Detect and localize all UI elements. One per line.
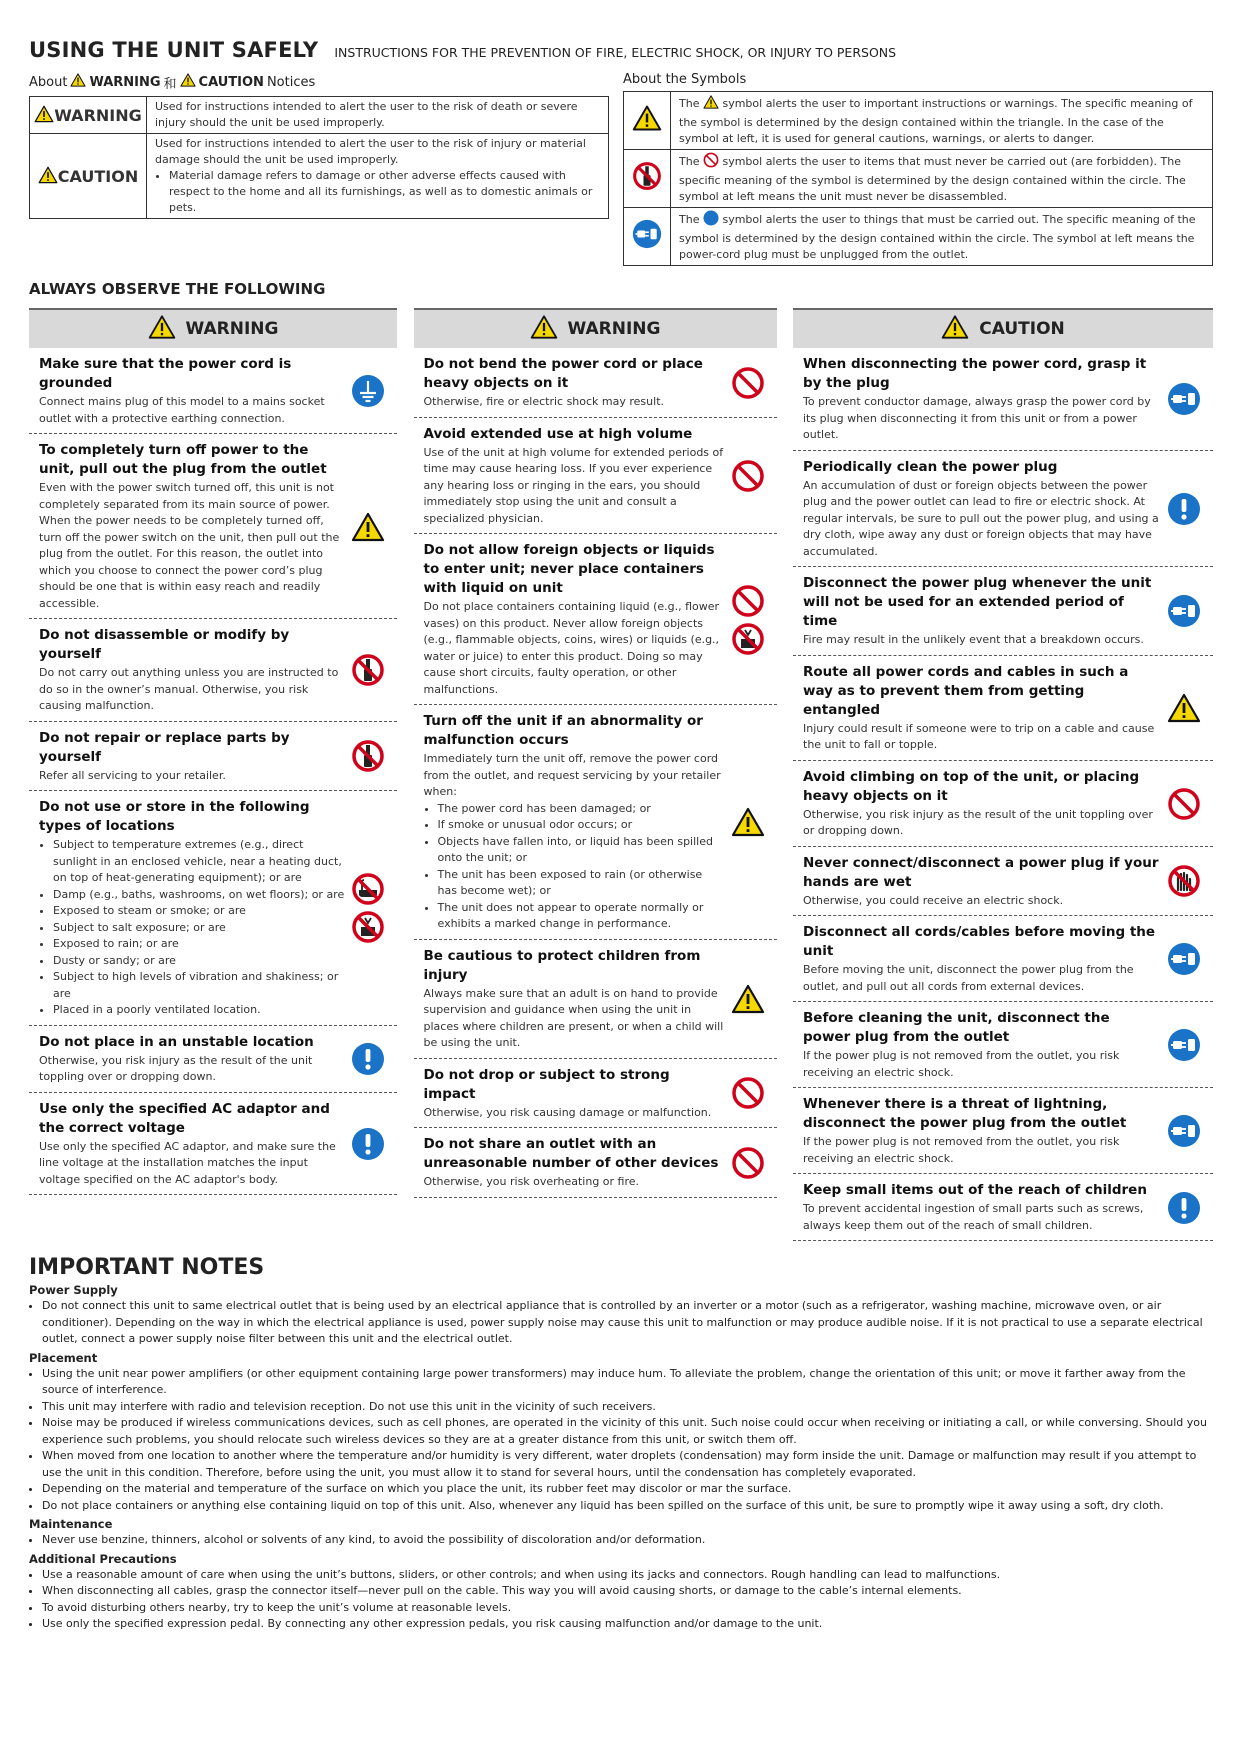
precaution-item [793,916,1213,1002]
symbol-description [671,150,1213,208]
page [29,38,1213,1633]
precaution-item [793,761,1213,847]
precaution-title: To completely turn off power to the unit, pull out the plug from the outlet [39,442,327,477]
precaution-item [29,348,397,434]
precaution-body [803,478,1161,561]
notes-list [29,1366,1213,1515]
ground-icon [351,374,385,408]
caution-word: CAUTION [198,74,264,90]
column-header-label: WARNING [567,319,661,339]
warning-icon [180,72,196,92]
precaution-body [39,480,345,612]
precaution-bullet: • Exposed to steam or smoke; or are [53,903,345,920]
symbol-cell [624,150,671,208]
no-bath-icon [351,872,385,906]
precaution-item [793,1088,1213,1174]
symbols-table [623,91,1213,266]
precaution-icons [1161,1114,1207,1148]
legends [29,72,1213,266]
precaution-text [803,1095,1161,1167]
precaution-bullet: • Subject to high levels of vibration and shakiness; or are [53,969,345,1002]
caution-label-cell [30,134,147,219]
unplug-icon [1167,1028,1201,1062]
precaution-title: Do not disassemble or modify by yourself [39,627,290,662]
warning-icon [632,123,662,136]
precaution-body [803,394,1161,444]
caution-row [30,134,609,219]
prohibited-icon [731,1146,765,1180]
precaution-title: Do not drop or subject to strong impact [423,1066,670,1102]
column-warning-2 [414,308,777,1241]
symbol-cell [624,92,671,150]
precaution-icons [345,872,391,944]
prohibited-icon [731,1076,765,1110]
precaution-text [424,541,725,698]
precaution-item [29,1026,397,1093]
precaution-bullet: • If smoke or unusual odor occurs; or [438,817,725,834]
and-word: 和 [163,76,177,92]
precaution-body [424,1105,725,1122]
precaution-columns [29,308,1213,1241]
precaution-title: Disconnect the power plug whenever the unit will not be used for an extended period of time [803,575,1152,629]
notes-item: • Use only the specified expression pedal. By connecting any other expression pedals, you risk causing malfunction and/or damage to the unit. [42,1616,1213,1633]
precaution-text [424,1066,725,1122]
warning-icon [70,72,86,92]
precaution-description: Otherwise, fire or electric shock may result. [423,395,665,408]
precaution-text [39,1100,345,1189]
precaution-description: Before moving the unit, disconnect the power plug from the outlet, and pull out all cords from external devices. [803,963,1134,993]
caution-label: CAUTION [57,166,139,186]
precaution-bullet: • The unit has been exposed to rain (or otherwise has become wet); or [438,867,725,900]
precaution-icons [725,584,771,656]
precaution-title: Do not repair or replace parts by yourself [39,729,290,765]
notes-item: • Using the unit near power amplifiers (or other equipment containing large power transformers) may induce hum. To alleviate the problem, change the orientation of this unit; or move it farther away from the source of interference. [42,1366,1213,1399]
symbols-legend [623,72,1213,266]
notes-list [29,1298,1213,1348]
notes-item: • Depending on the material and temperature of the surface on which you place the unit, its rubber feet may discolor or mar the surface. [42,1481,1213,1498]
precaution-text [803,355,1161,444]
notes-item: • When moved from one location to another where the temperature and/or humidity is very different, water droplets (condensation) may form inside the unit. Damage or malfunction may result if you attempt to use the unit in this condition. Therefore, before using the unit, you must allow it to stand for several hours, until the condensation has completely evaporated. [42,1448,1213,1481]
precaution-text [39,626,345,715]
precaution-icons [345,1127,391,1161]
warning-icon [1167,691,1201,725]
notes-item: • Use a reasonable amount of care when using the unit’s buttons, sliders, or other controls; and when using its jacks and connectors. Rough handling can lead to malfunctions. [42,1567,1213,1584]
precaution-title: Disconnect all cords/cables before moving the unit [803,924,1156,959]
precaution-text [39,441,345,612]
precaution-description: Always make sure that an adult is on hand to provide supervision and guidance when using the unit in places where children are present, or when a child will be using the unit. [423,986,724,1049]
warning-icon [731,982,765,1016]
precaution-text [803,663,1161,754]
precaution-bullet: • Exposed to rain; or are [53,936,345,953]
symbol-row-prohibited [624,150,1213,208]
precaution-icons [1161,1028,1207,1062]
warning-icon [148,313,176,346]
column-header-label: CAUTION [979,319,1065,339]
unplug-icon [1167,942,1201,976]
precaution-description: Otherwise, you could receive an electric shock. [803,893,1064,907]
precaution-description: Otherwise, you risk causing damage or malfunction. [423,1105,712,1119]
warning-icon [351,510,385,544]
header [29,38,1213,62]
precaution-icons [345,1042,391,1076]
prohibited-icon [731,584,765,618]
precaution-item [793,847,1213,917]
warning-row [30,97,609,134]
precaution-icons [1161,594,1207,628]
precaution-title: Be cautious to protect children from injury [423,947,701,983]
precaution-description: Even with the power switch turned off, this unit is not completely separated from its main source of power. When the power needs to be completely turned off, turn off the power switch on the unit, then pull out the plug from the outlet. For this reason, the outlet into which you choose to connect the power cord’s plug should be one that is within easy reach and readily accessible. [39,481,340,610]
precaution-body [803,807,1161,840]
column-caution [793,308,1213,1241]
precaution-body [424,986,725,1052]
precaution-title: Periodically clean the power plug [803,458,1058,475]
notices-word: Notices [266,74,316,90]
precaution-icons [1161,691,1207,725]
precaution-body [803,1048,1161,1081]
precaution-icons [345,653,391,687]
precaution-title: Do not share an outlet with an unreasonable number of other devices [423,1136,719,1171]
precaution-icons [345,374,391,408]
precaution-icons [725,805,771,839]
precaution-description: Use only the specified AC adaptor, and make sure the line voltage at the installation matches the input voltage specified on the AC adaptor's body. [39,1139,336,1186]
notes-title: IMPORTANT NOTES [29,1255,265,1280]
precaution-bullet: • Subject to salt exposure; or are [53,920,345,937]
unplug-icon [1167,594,1201,628]
no-wet-hands-icon [1167,864,1201,898]
precaution-description: Refer all servicing to your retailer. [39,768,226,782]
precaution-title: Do not use or store in the following types of locations [39,799,310,834]
warning-word: WARNING [89,74,161,90]
warning-description: Used for instructions intended to alert the user to the risk of death or severe injury should the unit be used improperly. [147,97,609,134]
precaution-description: If the power plug is not removed from the outlet, you risk receiving an electric shock. [803,1135,1120,1165]
precaution-title: Do not place in an unstable location [39,1033,314,1050]
warning-icon [530,313,558,346]
precaution-title: Turn off the unit if an abnormality or malfunction occurs [423,713,703,748]
precaution-text [39,1033,345,1086]
caution-description [147,134,609,219]
precaution-description: If the power plug is not removed from the outlet, you risk receiving an electric shock. [803,1049,1120,1079]
notes-item: • Never use benzine, thinners, alcohol or solvents of any kind, to avoid the possibility of discoloration and/or deformation. [42,1532,1213,1549]
column-header [29,308,397,348]
prohibited-icon [1167,787,1201,821]
mandatory-icon [351,1127,385,1161]
precaution-text [424,712,725,933]
prohibited-icon [703,152,719,173]
precaution-description: Injury could result if someone were to trip on a cable and cause the unit to fall or topple. [803,721,1155,751]
symbol-text: symbol alerts the user to important instructions or warnings. The specific meaning of the symbol is determined by the design contained within the triangle. In the case of the symbol at left, it is used for general cautions, warnings, or alerts to danger. [679,97,1193,145]
precaution-title: Avoid climbing on top of the unit, or placing heavy objects on it [803,768,1140,804]
precaution-description: Do not carry out anything unless you are instructed to do so in the owner’s manual. Otherwise, you risk causing malfunction. [39,666,339,712]
precaution-item [29,434,397,619]
precaution-icons [345,739,391,773]
precaution-description: Immediately turn the unit off, remove the power cord from the outlet, and request servicing by your retailer when: [423,752,721,798]
symbol-cell [624,208,671,266]
precaution-description: Fire may result in the unlikely event that a breakdown occurs. [803,633,1144,646]
precaution-item [414,940,777,1059]
precaution-body [803,1134,1161,1167]
warning-label: WARNING [54,105,142,125]
mandatory-icon [1167,1191,1201,1225]
precaution-title: When disconnecting the power cord, grasp it by the plug [803,356,1147,391]
symbol-row-warning [624,92,1213,150]
precaution-body [424,599,725,698]
precaution-description: Do not place containers containing liquid (e.g., flower vases) on this product. Never allow foreign objects (e.g., flammable objects, coins, wires) or liquids (e.g., water or juice) to enter this product. Doing so may cause short circuits, faulty operation, or other malfunctions. [423,600,720,696]
precaution-text [803,458,1161,561]
notes-section-title: Additional Precautions [29,1551,177,1566]
precaution-item [414,1128,777,1198]
precaution-text [803,854,1161,910]
precaution-title: Do not allow foreign objects or liquids to enter unit; never place containers with liquid on unit [423,542,715,596]
warning-icon [731,805,765,839]
warning-icon [34,104,54,127]
caution-bullet: • Material damage refers to damage or other adverse effects caused with respect to the home and all its furnishings, as well as to domestic animals or pets. [169,168,600,216]
symbol-description [671,92,1213,150]
notices-legend [29,72,609,266]
precaution-icons [1161,382,1207,416]
notes-section-title: Power Supply [29,1283,118,1297]
precaution-icons [1161,787,1207,821]
precaution-body [803,893,1161,910]
column-header [414,308,777,348]
precaution-item [793,1002,1213,1088]
notes-item: • This unit may interfere with radio and television reception. Do not use this unit in the vicinity of such receivers. [42,1399,1213,1416]
precaution-body [39,1139,345,1189]
precaution-icons [1161,864,1207,898]
precaution-item [414,348,777,418]
precaution-body [39,394,345,427]
precaution-icons [1161,942,1207,976]
precaution-text [803,574,1161,649]
warning-icon [703,94,719,115]
mandatory-icon [1167,492,1201,526]
no-disassemble-icon [351,653,385,687]
precaution-bullet: • Dusty or sandy; or are [53,953,345,970]
warning-icon [941,313,969,346]
precaution-body [424,1174,725,1191]
precaution-title: Make sure that the power cord is grounded [39,356,292,391]
precaution-item [793,1174,1213,1241]
warning-label-cell [30,97,147,134]
unplug-icon [1167,382,1201,416]
precaution-text [803,1009,1161,1081]
mandatory-icon [351,1042,385,1076]
important-notes [29,1255,1213,1633]
notes-list [29,1567,1213,1633]
notes-item: • When disconnecting all cables, grasp the connector itself—never pull on the cable. This way you will avoid causing shorts, or damage to the cable’s internal elements. [42,1583,1213,1600]
about-label: About [29,74,68,90]
precaution-title: Do not bend the power cord or place heavy objects on it [423,356,703,391]
precaution-title: Whenever there is a threat of lightning, disconnect the power plug from the outlet [803,1096,1127,1131]
precaution-description: Use of the unit at high volume for extended periods of time may cause hearing loss. If you ever experience any hearing loss or ringing in the ears, you should immediately stop using the unit and consult a specialized physician. [423,445,724,525]
precaution-title: Keep small items out of the reach of children [803,1182,1147,1198]
precaution-body [803,721,1161,754]
symbol-pre: The [679,213,700,226]
precaution-description: Otherwise, you risk injury as the result of the unit toppling over or dropping down. [803,807,1153,837]
precaution-item [29,1093,397,1196]
precaution-icons [725,982,771,1016]
precaution-body [39,665,345,715]
precaution-body [424,751,725,933]
column-header-label: WARNING [185,319,279,339]
notes-item: • Do not connect this unit to same electrical outlet that is being used by an electrical appliance that is controlled by an inverter or a motor (such as a refrigerator, washing machine, microwave oven, or air conditioner). Depending on the way in which the electrical appliance is used, power supply noise may cause this unit to malfunction or may produce audible noise. If it is not practical to use a separate electrical outlet, connect a power supply noise filter between this unit and the electrical outlet. [42,1298,1213,1348]
precaution-title: Avoid extended use at high volume [423,425,693,442]
page-subtitle: INSTRUCTIONS FOR THE PREVENTION OF FIRE, ELECTRIC SHOCK, OR INJURY TO PERSONS [334,45,897,60]
precaution-description: To prevent conductor damage, always grasp the power cord by its plug when disconnecting it from this unit or from a power outlet. [803,395,1151,441]
symbol-text: symbol alerts the user to things that must be carried out. The specific meaning of the symbol is determined by the design contained within the circle. The symbol at left means the power-cord plug must be unplugged from the outlet. [679,213,1196,261]
precaution-text [803,1181,1161,1234]
precaution-description: Otherwise, you risk overheating or fire. [423,1175,640,1188]
symbol-pre: The [679,155,700,168]
precaution-item [414,1059,777,1129]
precaution-title: Before cleaning the unit, disconnect the power plug from the outlet [803,1010,1110,1045]
precaution-icons [345,510,391,544]
notes-item: • Noise may be produced if wireless communications devices, such as cell phones, are operated in the vicinity of this unit. Such noise could occur when receiving or initiating a call, or while conversing. Should you experience such problems, you should relocate such wireless devices so they are at a greater distance from this unit, or switch them off. [42,1415,1213,1448]
precaution-icons [725,366,771,400]
unplug-icon [632,239,662,252]
notices-table [29,96,609,219]
precaution-text [803,923,1161,995]
unplug-icon [1167,1114,1201,1148]
column-warning-1 [29,308,397,1241]
precaution-item [29,722,397,792]
precaution-icons [725,1146,771,1180]
notes-item: • Do not place containers or anything else containing liquid on top of this unit. Also, whenever any liquid has been spilled on the surface of this unit, be sure to promptly wipe it away using a soft, dry cloth. [42,1498,1213,1515]
precaution-body [803,1201,1161,1234]
precaution-body [803,962,1161,995]
precaution-text [803,768,1161,840]
precaution-text [424,355,725,411]
notes-section-title: Placement [29,1350,98,1365]
precaution-item [414,705,777,940]
precaution-bullet: • The power cord has been damaged; or [438,801,725,818]
prohibited-icon [731,459,765,493]
symbol-text: symbol alerts the user to items that must never be carried out (are forbidden). The specific meaning of the symbol is determined by the design contained within the circle. The symbol at left means the unit must never be disassembled. [679,155,1186,203]
prohibited-icon [731,366,765,400]
precaution-text [39,729,345,785]
precaution-icons [1161,492,1207,526]
precaution-description: Otherwise, you risk injury as the result of the unit toppling over or dropping down. [39,1053,313,1083]
precaution-text [39,798,345,1019]
precaution-bullet: • Objects have fallen into, or liquid has been spilled onto the unit; or [438,834,725,867]
notes-section-title: Maintenance [29,1517,113,1531]
precaution-bullet: • Placed in a poorly ventilated location. [53,1002,345,1019]
no-disassemble-icon [632,181,662,194]
no-disassemble-icon [351,739,385,773]
precaution-item [793,451,1213,568]
precaution-item [793,348,1213,451]
precaution-text [39,355,345,427]
precaution-body [39,1053,345,1086]
precaution-bullet: • Damp (e.g., baths, washrooms, on wet floors); or are [53,887,345,904]
precaution-item [29,619,397,722]
symbols-heading: About the Symbols [623,72,747,87]
observe-heading: ALWAYS OBSERVE THE FOLLOWING [29,280,326,298]
precaution-title: Never connect/disconnect a power plug if your hands are wet [803,854,1159,890]
symbol-description [671,208,1213,266]
no-liquid-icon [351,910,385,944]
precaution-item [793,567,1213,656]
precaution-body [424,445,725,528]
precaution-item [414,534,777,705]
precaution-bullet: • The unit does not appear to operate normally or exhibits a marked change in performance. [438,900,725,933]
notes-list [29,1532,1213,1549]
page-title: USING THE UNIT SAFELY [29,38,319,62]
precaution-body [424,394,725,411]
precaution-title: Use only the specified AC adaptor and the correct voltage [39,1100,330,1136]
precaution-text [424,425,725,528]
precaution-text [424,947,725,1052]
symbol-pre: The [679,97,700,110]
precaution-icons [1161,1191,1207,1225]
precaution-body [39,768,345,785]
precaution-text [424,1135,725,1191]
column-header [793,308,1213,348]
precaution-icons [725,1076,771,1110]
warning-icon [38,165,58,188]
notes-item: • To avoid disturbing others nearby, try to keep the unit’s volume at reasonable levels. [42,1600,1213,1617]
precaution-icons [725,459,771,493]
precaution-bullet: • Subject to temperature extremes (e.g., direct sunlight in an enclosed vehicle, near a heating duct, on top of heat-generating equipment); or are [53,837,345,887]
caution-text: Used for instructions intended to alert the user to the risk of injury or material damage should the unit be used improperly. [155,137,586,166]
precaution-body [39,837,345,1019]
symbol-row-mandatory [624,208,1213,266]
precaution-item [793,656,1213,761]
mandatory-dot-icon [703,210,719,231]
precaution-item [414,418,777,535]
precaution-description: Connect mains plug of this model to a mains socket outlet with a protective earthing connection. [39,395,325,425]
notices-heading [29,72,609,92]
precaution-description: To prevent accidental ingestion of small parts such as screws, always keep them out of the reach of small children. [803,1202,1144,1232]
precaution-description: An accumulation of dust or foreign objects between the power plug and the power outlet can lead to fire or electric shock. At regular intervals, be sure to pull out the power plug, and using a dry cloth, wipe away any dust or foreign objects that may have accumulated. [803,478,1159,558]
precaution-title: Route all power cords and cables in such a way as to prevent them from getting entangled [803,663,1129,718]
precaution-body [803,632,1161,649]
precaution-item [29,791,397,1026]
no-liquid-icon [731,622,765,656]
